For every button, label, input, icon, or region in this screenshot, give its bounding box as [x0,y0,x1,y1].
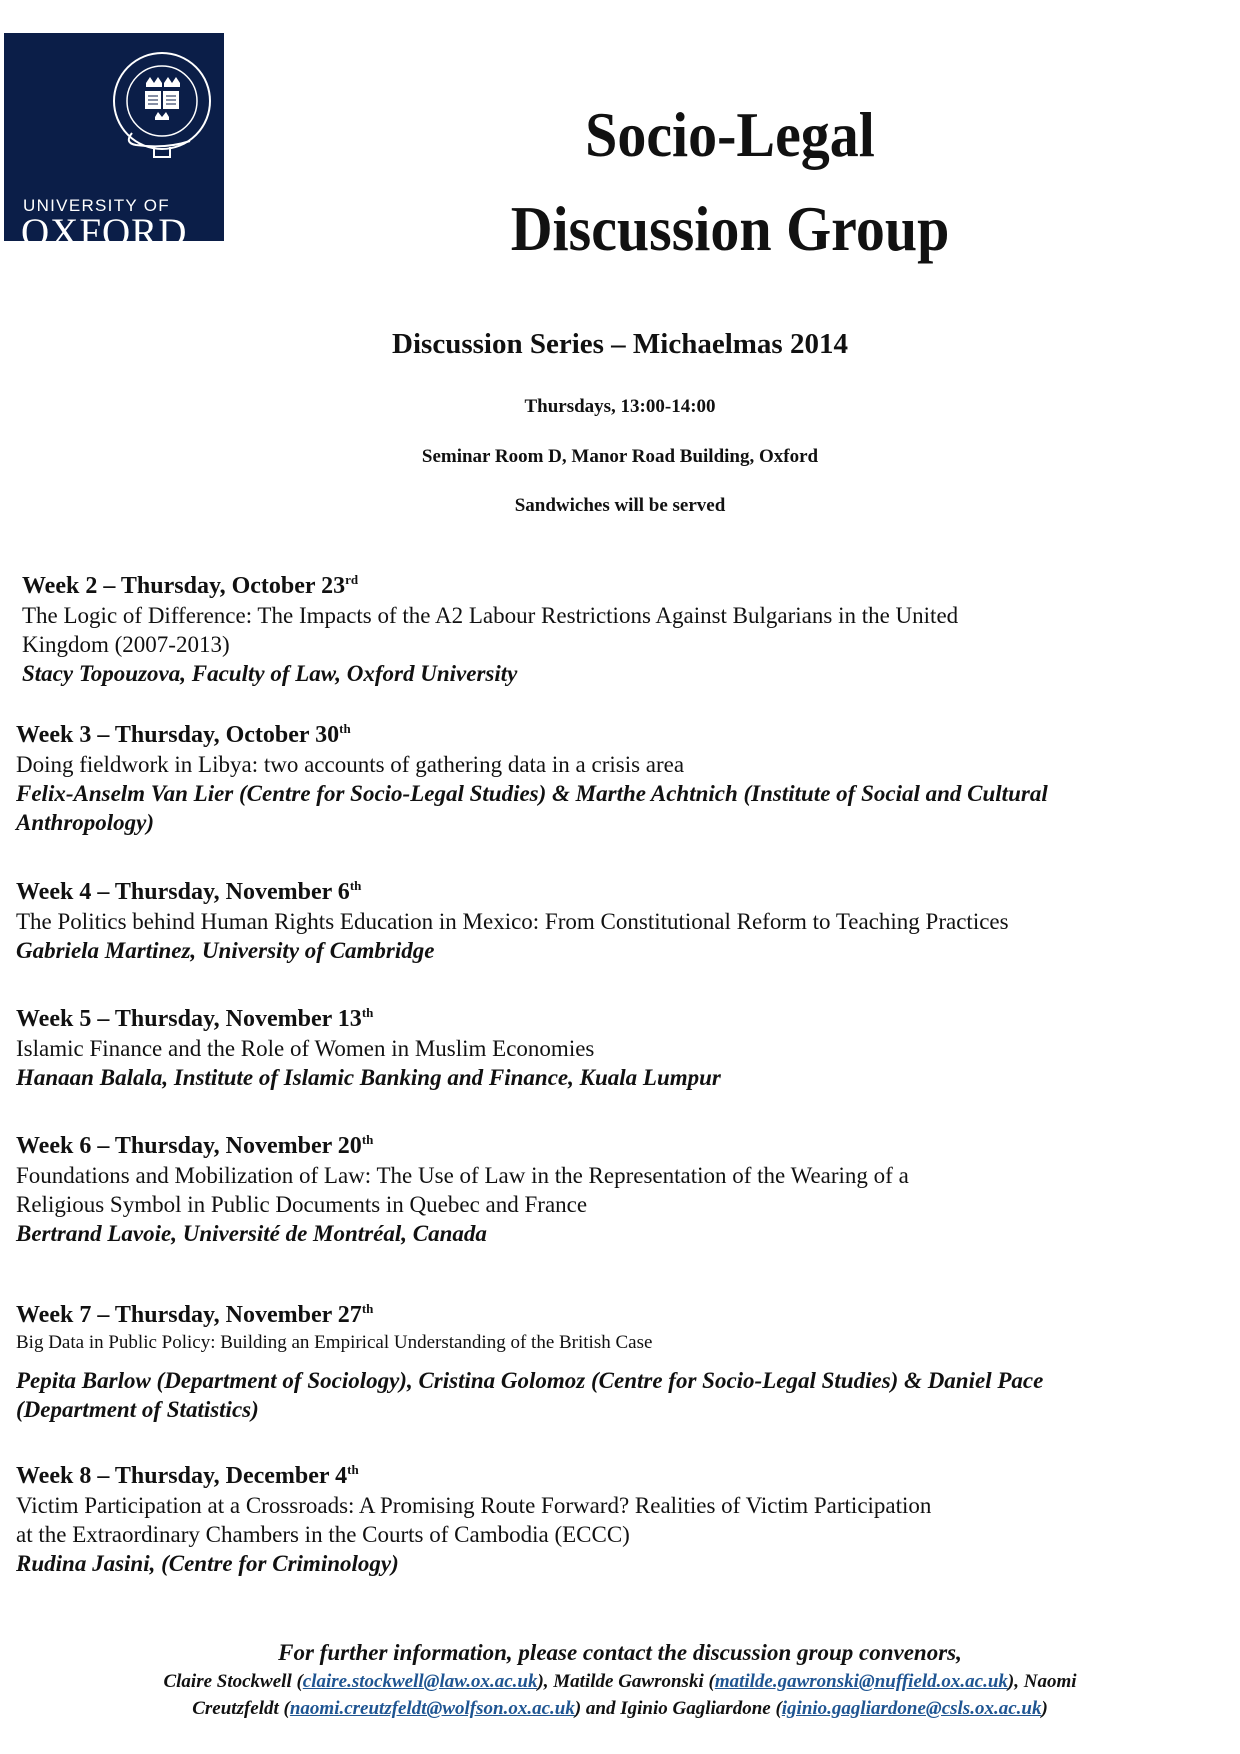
session-heading: Week 4 – Thursday, November 6th [16,878,362,905]
session-speaker: Gabriela Martinez, University of Cambridge [16,938,435,963]
contact-footer [0,1638,1240,1722]
meeting-location: Seminar Room D, Manor Road Building, Oxford [421,446,819,467]
email-link-claire-stockwell[interactable]: claire.stockwell@law.ox.ac.uk [302,1671,538,1692]
page-title-line1: Socio-Legal [585,100,875,170]
session-week-6 [16,1132,1226,1248]
session-speaker: Bertrand Lavoie, Université de Montréal, Canada [16,1221,487,1246]
catering-note: Sandwiches will be served [514,495,726,516]
logo-oxford: OXFORD [21,211,188,254]
session-week-2 [22,572,1232,688]
email-link-naomi-creutzfeldt[interactable]: naomi.creutzfeldt@wolfson.ox.ac.uk [289,1698,575,1719]
session-speaker: Pepita Barlow (Department of Sociology), Cristina Golomoz (Centre for Socio-Legal Studies) & Daniel Pace (Department of Statistics) [16,1368,1044,1422]
session-heading: Week 6 – Thursday, November 20th [16,1132,374,1159]
session-title: Islamic Finance and the Role of Women in Muslim Economies [16,1036,595,1061]
contact-line-2: Creutzfeldt (naomi.creutzfeldt@wolfson.ox.ac.uk) and Iginio Gagliardone (iginio.gagliardone@csls.ox.ac.uk) [192,1698,1048,1719]
university-of-oxford-logo [4,33,224,254]
session-title: Big Data in Public Policy: Building an Empirical Understanding of the British Case [16,1332,653,1353]
session-title: Victim Participation at a Crossroads: A Promising Route Forward? Realities of Victim Participation at the Extraordinary Chambers in the Courts of Cambodia (ECCC) [16,1493,932,1547]
contact-line-1: Claire Stockwell (claire.stockwell@law.ox.ac.uk), Matilde Gawronski (matilde.gawronski@nuffield.ox.ac.uk), Naomi [163,1671,1077,1692]
email-link-matilde-gawronski[interactable]: matilde.gawronski@nuffield.ox.ac.uk [714,1671,1008,1692]
session-title: The Politics behind Human Rights Education in Mexico: From Constitutional Reform to Teaching Practices [16,909,1009,934]
session-speaker: Hanaan Balala, Institute of Islamic Banking and Finance, Kuala Lumpur [16,1065,721,1090]
page-title-line2: Discussion Group [510,194,950,264]
contact-intro: For further information, please contact the discussion group convenors, [278,1640,962,1665]
logo-university-of: UNIVERSITY OF [23,196,170,215]
session-heading: Week 5 – Thursday, November 13th [16,1005,374,1032]
meeting-time: Thursdays, 13:00-14:00 [524,396,716,417]
series-subtitle: Discussion Series – Michaelmas 2014 [392,328,848,360]
session-heading: Week 2 – Thursday, October 23rd [22,572,359,599]
session-speaker: Stacy Topouzova, Faculty of Law, Oxford University [22,661,518,686]
session-speaker: Rudina Jasini, (Centre for Criminology) [16,1551,399,1576]
session-week-7 [16,1301,1226,1424]
session-week-3 [16,721,1226,837]
session-heading: Week 3 – Thursday, October 30th [16,721,351,748]
session-week-4 [16,878,1226,965]
session-title: The Logic of Difference: The Impacts of the A2 Labour Restrictions Against Bulgarians in the United Kingdom (2007-2013) [22,603,959,657]
session-heading: Week 8 – Thursday, December 4th [16,1462,359,1489]
session-speaker: Felix-Anselm Van Lier (Centre for Socio-Legal Studies) & Marthe Achtnich (Institute of Social and Cultural Anthropology) [16,781,1048,835]
session-title: Foundations and Mobilization of Law: The Use of Law in the Representation of the Wearing of a Religious Symbol in Public Documents in Quebec and France [16,1163,909,1217]
oxford-seal-icon [108,47,216,165]
session-heading: Week 7 – Thursday, November 27th [16,1301,374,1328]
session-week-5 [16,1005,1226,1092]
session-week-8 [16,1462,1226,1578]
session-title: Doing fieldwork in Libya: two accounts of gathering data in a crisis area [16,752,685,777]
email-link-iginio-gagliardone[interactable]: iginio.gagliardone@csls.ox.ac.uk [781,1698,1042,1719]
